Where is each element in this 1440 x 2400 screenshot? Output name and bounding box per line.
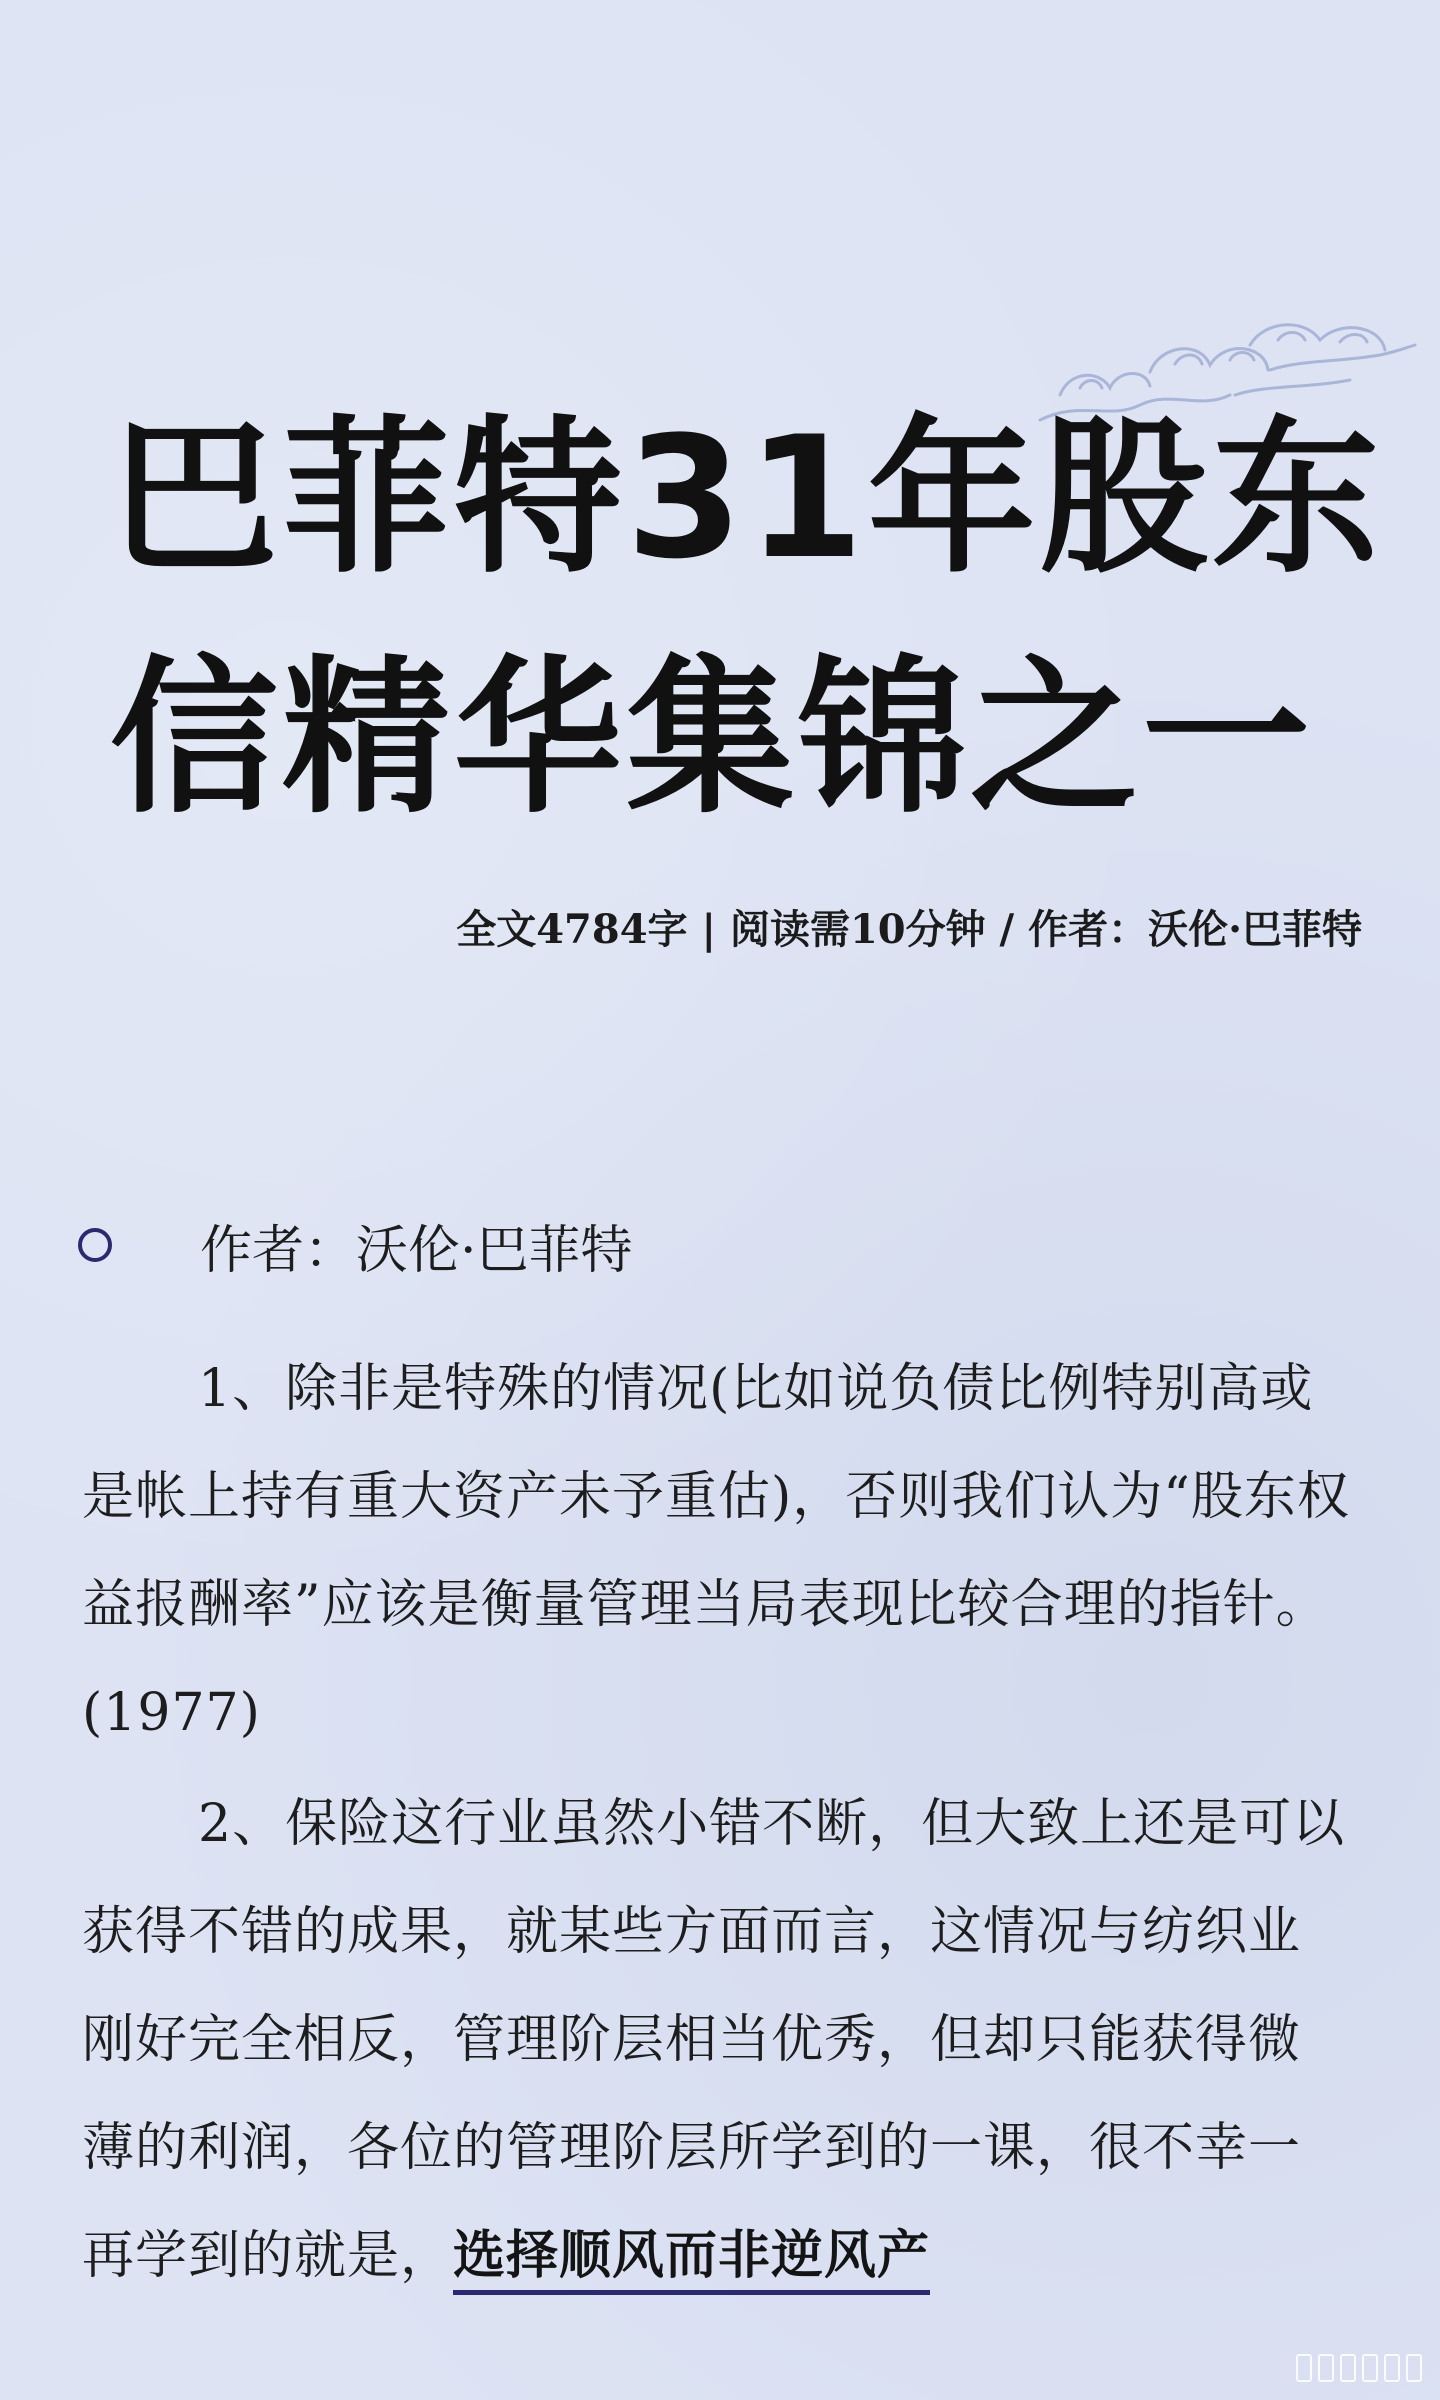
watermark-mark bbox=[1362, 2354, 1378, 2382]
paragraph-1-text: 1、除非是特殊的情况(比如说负债比例特别高或是帐上持有重大资产未予重估)，否则我们认为“股东权益报酬率”应该是衡量管理当局表现比较合理的指针。(1977) bbox=[82, 1359, 1350, 1743]
page-title bbox=[110, 378, 1384, 858]
watermark-mark bbox=[1384, 2354, 1400, 2382]
watermark-mark bbox=[1318, 2354, 1334, 2382]
emphasized-phrase: 选择顺风而非逆风产 bbox=[453, 2225, 930, 2295]
author-line: 作者：沃伦·巴菲特 bbox=[200, 1220, 633, 1281]
watermark-marks bbox=[1296, 2354, 1422, 2382]
title-line-2: 信精华集锦之一 bbox=[110, 640, 1314, 836]
paragraph-2 bbox=[82, 1770, 1352, 2310]
watermark-mark bbox=[1406, 2354, 1422, 2382]
paragraph-2-text: 2、保险这行业虽然小错不断，但大致上还是可以获得不错的成果，就某些方面而言，这情况与纺织业刚好完全相反，管理阶层相当优秀，但却只能获得微薄的利润，各位的管理阶层所学到的一课，很不幸一再学到的就是， bbox=[82, 1794, 1346, 2286]
circle-icon bbox=[78, 1228, 112, 1262]
article-body bbox=[82, 1335, 1352, 2313]
article-meta: 全文4784字 | 阅读需10分钟 / 作者：沃伦·巴菲特 bbox=[456, 906, 1362, 953]
title-line-1: 巴菲特31年股东 bbox=[110, 400, 1384, 596]
watermark-mark bbox=[1296, 2354, 1312, 2382]
author-row bbox=[78, 1210, 633, 1280]
paragraph-1 bbox=[82, 1335, 1352, 1767]
watermark-mark bbox=[1340, 2354, 1356, 2382]
